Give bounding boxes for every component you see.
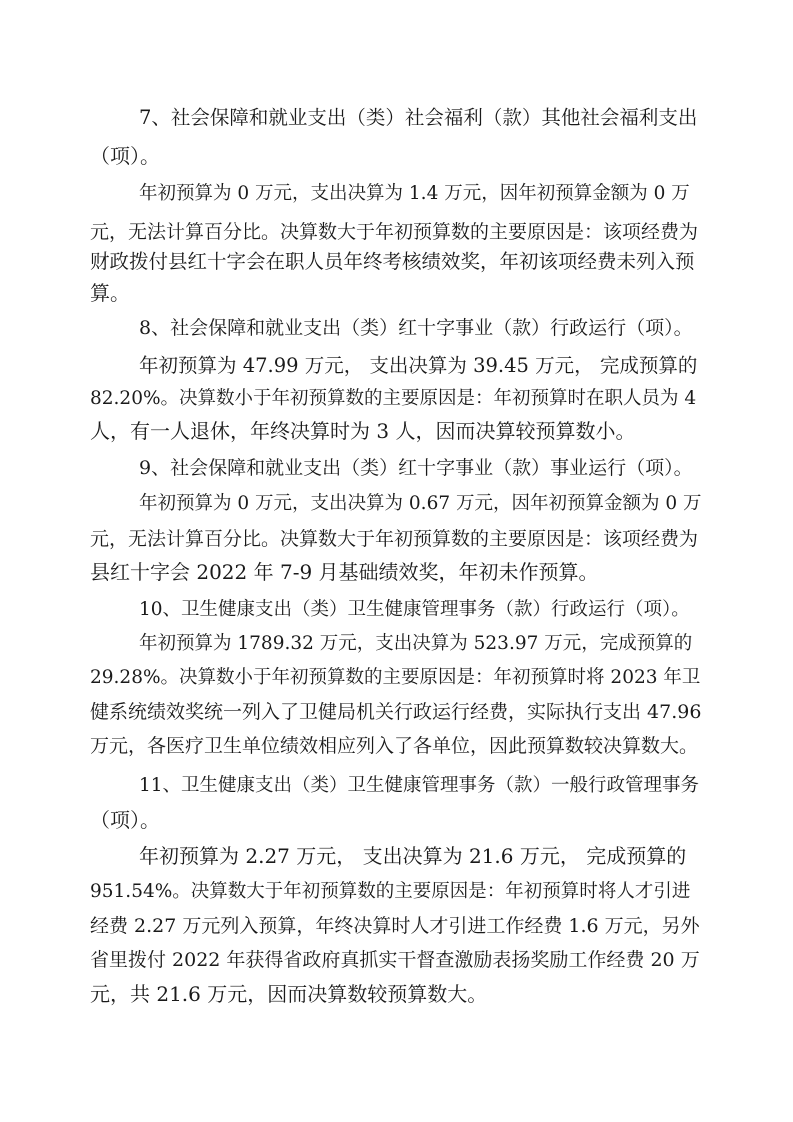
- section-11-body-line-1: 年初预算为 2.27 万元， 支出决算为 21.6 万元， 完成预算的: [139, 844, 687, 868]
- section-10-body-line-2: 29.28%。决算数小于年初预算数的主要原因是：年初预算时将 2023 年卫: [90, 667, 701, 688]
- section-7-body-line-3: 财政拨付县红十字会在职人员年终考核绩效奖，年初该项经费未列入预: [90, 250, 695, 273]
- section-7-heading-line-1: 7、社会保障和就业支出（类）社会福利（款）其他社会福利支出: [139, 106, 698, 129]
- section-8-body-line-1: 年初预算为 47.99 万元， 支出决算为 39.45 万元， 完成预算的: [139, 354, 698, 377]
- section-10-body-line-3: 健系统绩效奖统一列入了卫健局机关行政运行经费，实际执行支出 47.96: [90, 701, 702, 723]
- section-9-body-line-1: 年初预算为 0 万元，支出决算为 0.67 万元，因年初预算金额为 0 万: [139, 493, 702, 514]
- section-11-heading-line-2: （项）。: [90, 808, 160, 832]
- section-11-heading-line-1: 11、卫生健康支出（类）卫生健康管理事务（款）一般行政管理事务: [139, 775, 700, 796]
- section-11-body-line-2: 951.54%。决算数大于年初预算数的主要原因是：年初预算时将人才引进: [90, 881, 691, 902]
- section-11-body-line-4: 省里拨付 2022 年获得省政府真抓实干督查激励表扬奖励工作经费 20 万: [90, 949, 700, 971]
- section-7-heading-line-2: （项）。: [90, 144, 160, 168]
- section-8-body-line-2: 82.20%。决算数小于年初预算数的主要原因是：年初预算时在职人员为 4: [90, 388, 697, 409]
- section-8-body-line-3: 人，有一人退休，年终决算时为 3 人，因而决算较预算数小。: [90, 419, 636, 443]
- section-7-body-line-1: 年初预算为 0 万元，支出决算为 1.4 万元，因年初预算金额为 0 万: [139, 183, 690, 204]
- section-7-body-line-2: 元，无法计算百分比。决算数大于年初预算数的主要原因是：该项经费为: [90, 221, 699, 243]
- section-10-heading: 10、卫生健康支出（类）卫生健康管理事务（款）行政运行（项）。: [139, 599, 690, 620]
- section-9-body-line-3: 县红十字会 2022 年 7-9 月基础绩效奖，年初未作预算。: [90, 560, 599, 584]
- section-10-body-line-4: 万元，各医疗卫生单位绩效相应列入了各单位，因此预算数较决算数大。: [90, 735, 699, 757]
- section-9-heading: 9、社会保障和就业支出（类）红十字事业（款）事业运行（项）。: [139, 457, 693, 479]
- section-10-body-line-1: 年初预算为 1789.32 万元，支出决算为 523.97 万元，完成预算的: [139, 633, 693, 654]
- section-8-heading: 8、社会保障和就业支出（类）红十字事业（款）行政运行（项）。: [139, 317, 693, 339]
- section-11-body-line-3: 经费 2.27 万元列入预算，年终决算时人才引进工作经费 1.6 万元，另外: [90, 915, 700, 937]
- section-9-body-line-2: 元，无法计算百分比。决算数大于年初预算数的主要原因是：该项经费为: [90, 528, 699, 550]
- section-7-body-line-4: 算。: [90, 281, 130, 305]
- section-11-body-line-5: 元，共 21.6 万元，因而决算数较预算数大。: [90, 982, 488, 1006]
